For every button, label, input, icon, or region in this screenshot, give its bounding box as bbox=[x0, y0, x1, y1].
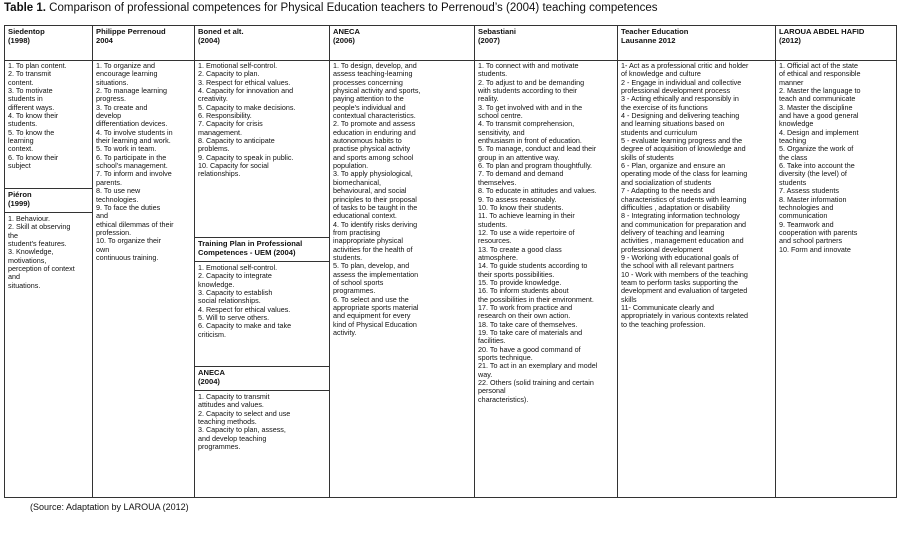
table-caption bbox=[4, 2, 658, 14]
column-items: 1. To plan content. 2. To transmit content. 3. To motivate students in different ways. 4. To know their students. 5. To know the learning context. 6. To know their subject bbox=[8, 61, 67, 171]
column-laroua bbox=[776, 26, 896, 497]
table-label: Table 1. bbox=[4, 2, 46, 14]
column-items: 1. To organize and encourage learning situations. 2. To manage learning progress. 3. To create and develop differentiation devices. 4. To involve students in their learning and work. 5. To work in team. 6. To participate in the school’s management. 7. To inform and involve parents. 8. To use new technologies. 9. To face the duties and ethical dilemmas of their profession. 10. To organize their own continuous training. bbox=[96, 61, 174, 262]
sub-header: Training Plan in Professional Competences - UEM (2004) bbox=[198, 239, 303, 257]
column-items: 1. To connect with and motivate students. 2. To adjust to and be demanding with students according to their reality. 3. To get involved with and in the school centre. 4. To transmit comprehension, sensitivity, and enthusiasm in front of education. 5. To manage, conduct and lead their group in an attentive way. 6. To plan and program thoughtfully. 7. To demand and demand themselves. 8. To educate in attitudes and values. 9. To assess reasonably. 10. To know their students. 11. To achieve learning in their students. 12. To use a wide repertoire of resources. 13. To create a good class atmosphere. 14. To guide students according to their sports possibilities. 15. To provide knowledge. 16. To inform students about the possibilities in their environment. 17. To work from practice and research on their own action. 18. To take care of themselves. 19. To take care of materials and facilities. 20. To have a good command of sports technique. 21. To act in an exemplary and model way. 22. Others (solid training and certain personal characteristics). bbox=[478, 61, 598, 404]
column-items: 1. To design, develop, and assess teaching-learning processes concerning physical activity and sports, paying attention to the people’s individual and contextual characteristics. 2. To promote and assess education in enduring and autonomous habits to practise physical activity and sports among school population. 3. To apply physiological, biomechanical, behavioural, and social principles to their proposal of tasks to be taught in the educational context. 4. To identify risks deriving from practising inappropriate physical activities for the health of students. 5. To plan, develop, and assess the implementation of school sports programmes. 6. To select and use the appropriate sports material and equipment for every kind of Physical Education activity. bbox=[333, 61, 421, 337]
column-header: ANECA (2006) bbox=[333, 27, 361, 45]
sub2-items: 1. Capacity to transmit attitudes and values. 2. Capacity to select and use teaching methods. 3. Capacity to plan, assess, and develop teaching programmes. bbox=[198, 392, 291, 452]
sub-header: Piéron (1999) bbox=[8, 190, 32, 208]
competences-table bbox=[4, 25, 897, 498]
column-perrenoud bbox=[93, 26, 195, 497]
sub-items: 1. Emotional self-control. 2. Capacity to integrate knowledge. 3. Capacity to establish social relationships. 4. Respect for ethical values. 5. Will to serve others. 6. Capacity to make and take criticism. bbox=[198, 263, 292, 339]
column-siedentop bbox=[5, 26, 93, 497]
column-lausanne bbox=[618, 26, 776, 497]
sub2-header-divider bbox=[195, 390, 329, 391]
sub-header-divider bbox=[195, 261, 329, 262]
column-items: 1. Emotional self-control. 2. Capacity to plan. 3. Respect for ethical values. 4. Capacity for innovation and creativity. 5. Capacity to make decisions. 6. Responsibility. 7. Capacity for crisis management. 8. Capacity to anticipate problems. 9. Capacity to speak in public. 10. Capacity for social relationships. bbox=[198, 61, 296, 179]
column-sebastiani bbox=[475, 26, 618, 497]
column-header: LAROUA ABDEL HAFID (2012) bbox=[779, 27, 865, 45]
sub-divider bbox=[5, 188, 92, 189]
column-header: Boned et alt. (2004) bbox=[198, 27, 244, 45]
table-title: Comparison of professional competences for Physical Education teachers to Perrenoud’s (2004) teaching competences bbox=[45, 2, 658, 14]
column-items: 1- Act as a professional critic and holder of knowledge and culture 2 - Engage in individual and collective professional development process 3 - Acting ethically and responsibly in the exercise of its functions 4 - Designing and delivering teaching and learning situations based on students and curriculum 5 - evaluate learning progress and the degree of acquisition of knowledge and skills of students 6 - Plan, organize and ensure an operating mode of the class for learning and socialization of students 7 - Adapting to the needs and characteristics of students with learning difficulties , adaptation or disability 8 - Integrating information technology and communication for preparation and delivery of teaching and learning activities , management education and professional development 9 - Working with educational goals of the school with all relevant partners 10 - Work with members of the teaching team to perform tasks supporting the development and evaluation of targeted skills 11- Communicate clearly and appropriately in various contexts related to the teaching profession. bbox=[621, 61, 749, 329]
sub-divider bbox=[195, 237, 329, 238]
sub2-header: ANECA (2004) bbox=[198, 368, 226, 386]
sub2-divider bbox=[195, 366, 329, 367]
column-header: Philippe Perrenoud 2004 bbox=[96, 27, 166, 45]
column-boned bbox=[195, 26, 330, 497]
column-header: Teacher Education Lausanne 2012 bbox=[621, 27, 689, 45]
sub-header-divider bbox=[5, 212, 92, 213]
sub-items: 1. Behaviour. 2. Skill at observing the student’s features. 3. Knowledge, motivations, perception of context and situations. bbox=[8, 214, 75, 290]
column-header: Siedentop (1998) bbox=[8, 27, 45, 45]
column-header: Sebastiani (2007) bbox=[478, 27, 516, 45]
column-items: 1. Official act of the state of ethical and responsible manner 2. Master the language to teach and communicate 3. Master the discipline and have a good general knowledge 4. Design and implement teaching 5. Organize the work of the class 6. Take into account the diversity (the level) of students 7. Assess students 8. Master information technologies and communication 9. Teamwork and cooperation with parents and school partners 10. Form and innovate bbox=[779, 61, 861, 254]
table-source: (Source: Adaptation by LAROUA (2012) bbox=[30, 502, 189, 512]
column-aneca-2006 bbox=[330, 26, 475, 497]
